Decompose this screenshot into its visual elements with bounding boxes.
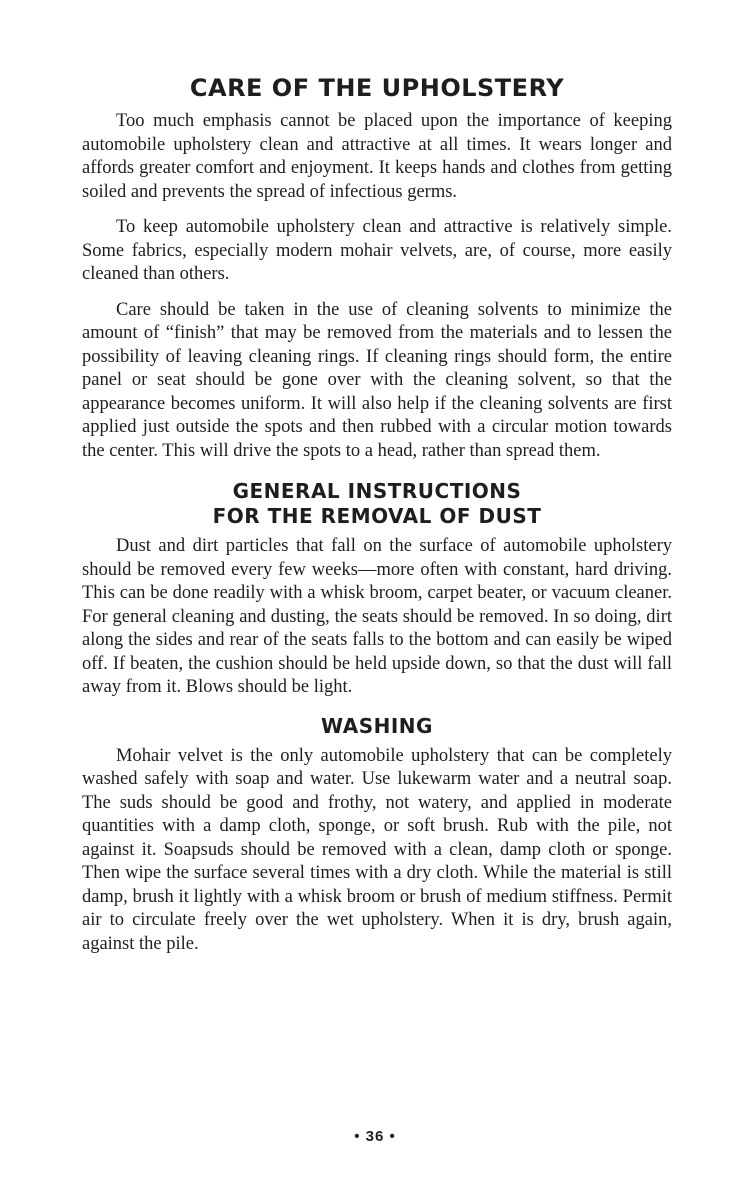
paragraph-care-1: Too much emphasis cannot be placed upon the importance of keeping automobile upholstery clean and attractive at all times. It wears longer and affords greater comfort and enjoyment. It keeps hands and clothes from getting soiled and prevents the spread of infectious germs. [82,111,672,202]
paragraph-washing-1: Mohair velvet is the only automobile upholstery that can be completely washed safely with soap and water. Use lukewarm water and a neutral soap. The suds should be good and frothy, not watery, and applied in moderate quantities with a damp cloth, sponge, or soft brush. Rub with the pile, not against it. Soapsuds should be removed with a clean, damp cloth or sponge. Then wipe the surface several times with a dry cloth. While the material is still damp, brush it lightly with a whisk broom or brush of medium stiffness. Permit air to circulate freely over the wet upholstery. When it is dry, brush again, against the pile. [82,745,672,954]
section-removal-of-dust [82,479,672,700]
paragraph-dust-1: Dust and dirt particles that fall on the surface of automobile upholstery should be removed every few weeks—more often with constant, hard driving. This can be done readily with a whisk broom, carpet beater, or vacuum cleaner. For general cleaning and dusting, the seats should be removed. In so doing, dirt along the sides and rear of the seats falls to the bottom and can easily be wiped off. If beaten, the cushion should be held upside down, so that the dust will fall away from it. Blows should be light. [82,536,672,697]
section-title-care: CARE OF THE UPHOLSTERY [189,74,565,102]
section-care-of-upholstery [82,70,672,463]
section-title-dust [82,479,672,529]
section-title-washing: WASHING [321,713,433,738]
paragraph-care-2: To keep automobile upholstery clean and attractive is relatively simple. Some fabrics, especially modern mohair velvets, are, of course, more easily cleaned than others. [82,217,672,284]
section-title-dust-line-1: GENERAL INSTRUCTIONS [232,479,522,503]
paragraph-care-3: Care should be taken in the use of cleaning solvents to minimize the amount of “finish” that may be removed from the materials and to lessen the possibility of leaving cleaning rings. If cleaning rings should form, the entire panel or seat should be gone over with the cleaning solvent, so that the appearance becomes uniform. It will also help if the cleaning solvents are first applied just outside the spots and then rubbed with a circular motion towards the center. This will drive the spots to a head, rather than spread them. [82,299,672,461]
section-washing [82,714,672,957]
document-page [82,70,672,956]
page-number: • 36 • [354,1128,396,1145]
section-title-dust-line-2: FOR THE REMOVAL OF DUST [212,504,542,528]
